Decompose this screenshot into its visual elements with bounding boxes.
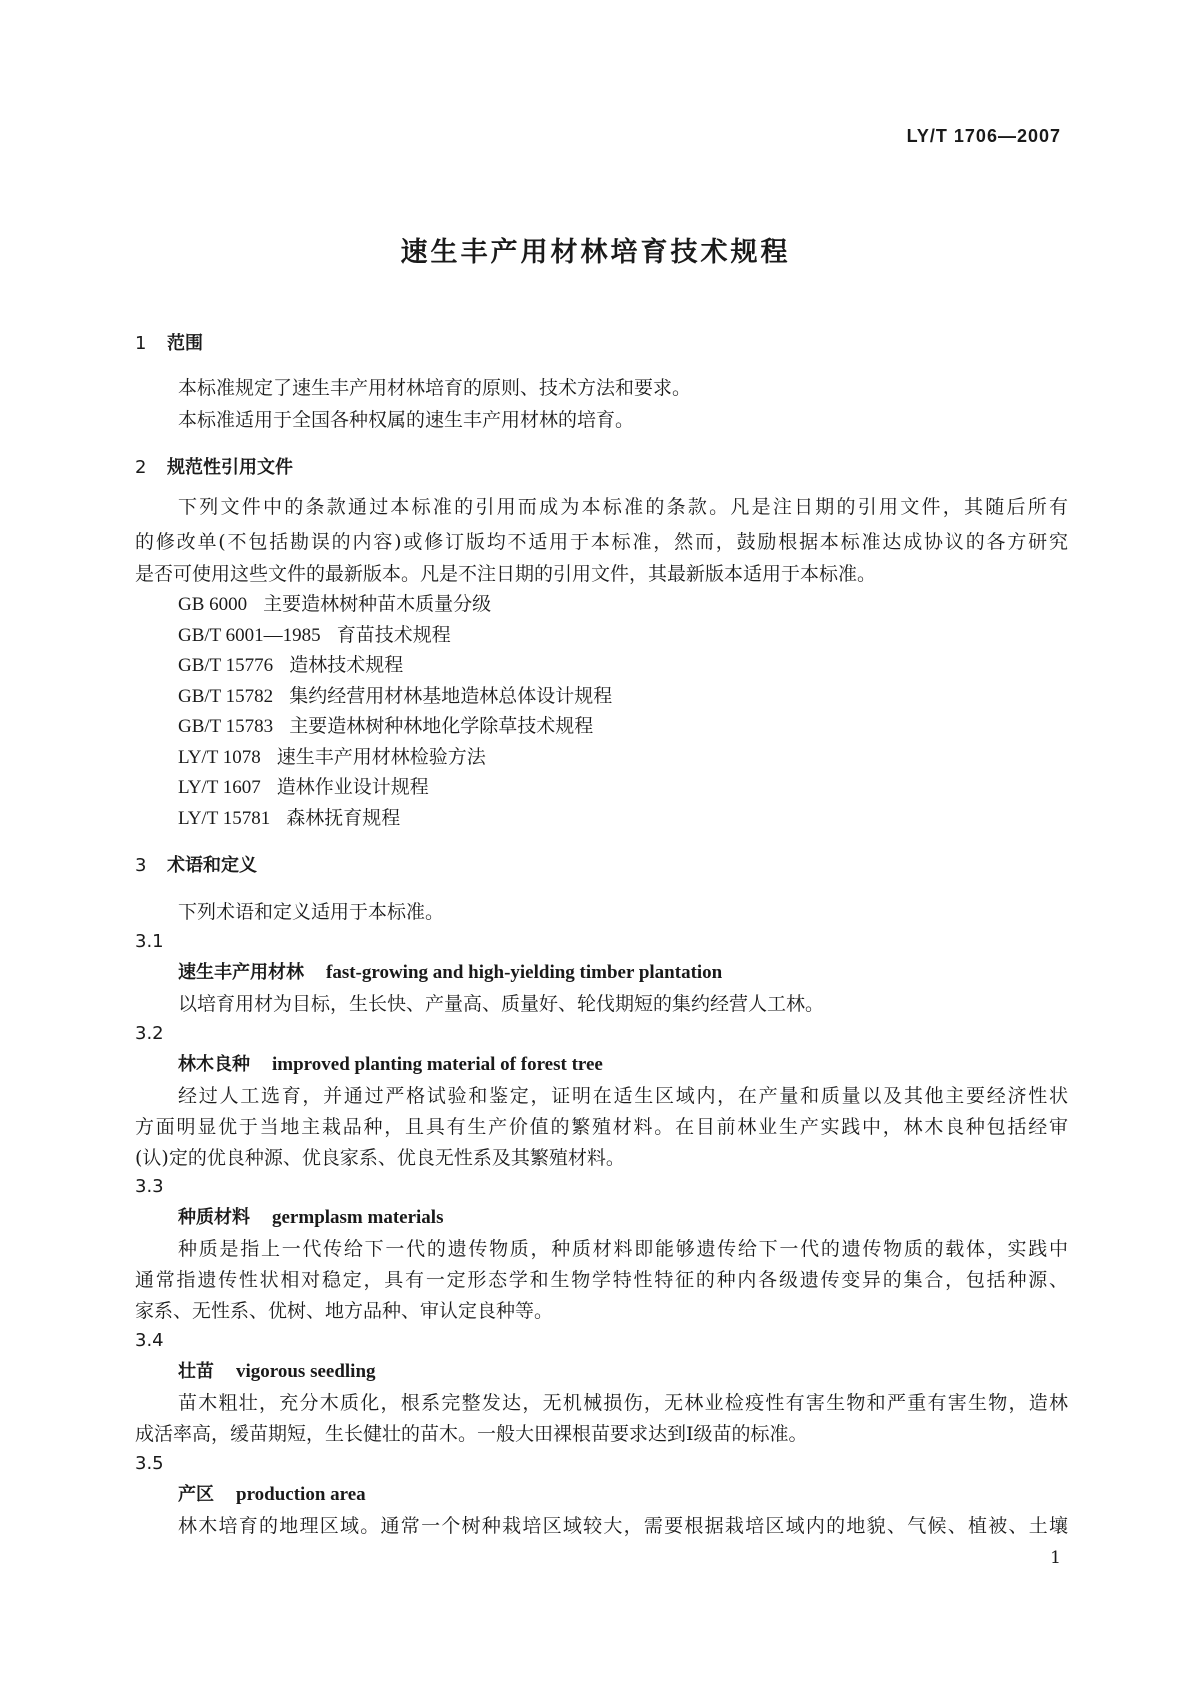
reference-code: GB/T 15783 (178, 716, 274, 737)
paragraph-line: 家系、无性系、优树、地方品种、审认定良种等。 (135, 1300, 554, 1322)
section-2-heading (135, 453, 1068, 483)
section-number: 1 (135, 333, 147, 354)
standard-code: LY/T 1706—2007 (906, 126, 1061, 146)
reference-title: 森林抚育规程 (286, 806, 401, 829)
term-en: fast-growing and high-yielding timber plantation (326, 962, 723, 983)
reference-title: 速生丰产用材林检验方法 (276, 745, 486, 768)
reference-code: GB/T 15782 (178, 685, 274, 707)
section-3-heading (135, 851, 1068, 881)
paragraph-line: 林木培育的地理区域。通常一个树种栽培区域较大，需要根据栽培区域内的地貌、气候、植被、土壤 (178, 1515, 1068, 1537)
reference-item (178, 803, 1068, 833)
term-heading (178, 958, 1068, 988)
section-title: 术语和定义 (167, 855, 257, 876)
paragraph-line: 是否可使用这些文件的最新版本。凡是不注日期的引用文件，其最新版本适用于本标准。 (135, 563, 877, 585)
reference-code: LY/T 15781 (178, 807, 271, 829)
paragraph-line: 以培育用材为目标，生长快、产量高、质量好、轮伐期短的集约经营人工林。 (178, 993, 825, 1015)
section-number: 3 (135, 855, 147, 876)
term-heading (178, 1203, 1068, 1233)
section-1-heading (135, 329, 1068, 359)
page-number: 1 (1050, 1548, 1061, 1568)
paragraph-line: 方面明显优于当地主栽品种，且具有生产价值的繁殖材料。在目前林业生产实践中，林木良种包括经审 (135, 1116, 1068, 1138)
paragraph-line: 苗木粗壮，充分木质化，根系完整发达，无机械损伤，无林业检疫性有害生物和严重有害生物，造林 (178, 1392, 1068, 1414)
paragraph-line: 经过人工选育，并通过严格试验和鉴定，证明在适生区域内，在产量和质量以及其他主要经济性状 (178, 1085, 1068, 1107)
term-zh: 种质材料 (178, 1207, 250, 1228)
term-number: 3.5 (135, 1453, 164, 1474)
page-title: 速生丰产用材林培育技术规程 (400, 237, 791, 268)
term-en: improved planting material of forest tree (272, 1054, 603, 1075)
term-en: vigorous seedling (236, 1361, 376, 1382)
reference-item (178, 772, 1068, 802)
reference-title: 主要造林树种苗木质量分级 (263, 593, 492, 615)
term-zh: 速生丰产用材林 (178, 962, 304, 983)
section-title: 范围 (167, 333, 203, 354)
reference-code: GB 6000 (178, 594, 248, 615)
term-zh: 壮苗 (178, 1361, 214, 1382)
term-number: 3.2 (135, 1023, 164, 1044)
reference-title: 育苗技术规程 (336, 623, 451, 646)
term-heading (178, 1050, 1068, 1080)
term-number: 3.4 (135, 1330, 164, 1351)
term-number: 3.3 (135, 1176, 164, 1197)
paragraph-line: 下列术语和定义适用于本标准。 (178, 901, 445, 923)
reference-code: GB/T 15776 (178, 655, 274, 676)
reference-title: 主要造林树种林地化学除草技术规程 (289, 715, 594, 737)
paragraph-line: 下列文件中的条款通过本标准的引用而成为本标准的条款。凡是注日期的引用文件，其随后所有 (178, 496, 1068, 518)
term-en: germplasm materials (272, 1207, 444, 1228)
term-heading (178, 1480, 1068, 1510)
paragraph-line: 本标准规定了速生丰产用材林培育的原则、技术方法和要求。 (178, 377, 692, 399)
reference-item (178, 711, 1068, 741)
paragraph-line: 成活率高，缓苗期短，生长健壮的苗木。一般大田裸根苗要求达到Ⅰ级苗的标准。 (135, 1423, 808, 1445)
term-en: production area (236, 1484, 366, 1505)
reference-code: LY/T 1078 (178, 746, 261, 768)
reference-title: 集约经营用材林基地造林总体设计规程 (289, 684, 613, 707)
paragraph-line: (认)定的优良种源、优良家系、优良无性系及其繁殖材料。 (135, 1147, 625, 1169)
section-number: 2 (135, 457, 147, 478)
paragraph-line: 的修改单(不包括勘误的内容)或修订版均不适用于本标准，然而，鼓励根据本标准达成协议的各方研究 (135, 531, 1068, 553)
section-title: 规范性引用文件 (167, 457, 293, 478)
term-zh: 产区 (178, 1484, 214, 1505)
reference-title: 造林作业设计规程 (276, 776, 429, 798)
term-zh: 林木良种 (178, 1054, 250, 1075)
paragraph-line: 通常指遗传性状相对稳定，具有一定形态学和生物学特性特征的种内各级遗传变异的集合，包括种源、 (135, 1269, 1068, 1291)
term-number: 3.1 (135, 931, 164, 952)
paragraph-line: 种质是指上一代传给下一代的遗传物质，种质材料即能够遗传给下一代的遗传物质的载体，实践中 (178, 1238, 1068, 1260)
reference-item (178, 681, 1068, 711)
paragraph-line: 本标准适用于全国各种权属的速生丰产用材林的培育。 (178, 409, 635, 431)
reference-code: GB/T 6001—1985 (178, 624, 321, 646)
reference-code: LY/T 1607 (178, 777, 261, 798)
reference-item (178, 620, 1068, 650)
reference-item (178, 742, 1068, 772)
reference-title: 造林技术规程 (289, 654, 404, 676)
reference-item (178, 650, 1068, 680)
reference-item (178, 589, 1068, 619)
term-heading (178, 1357, 1068, 1387)
